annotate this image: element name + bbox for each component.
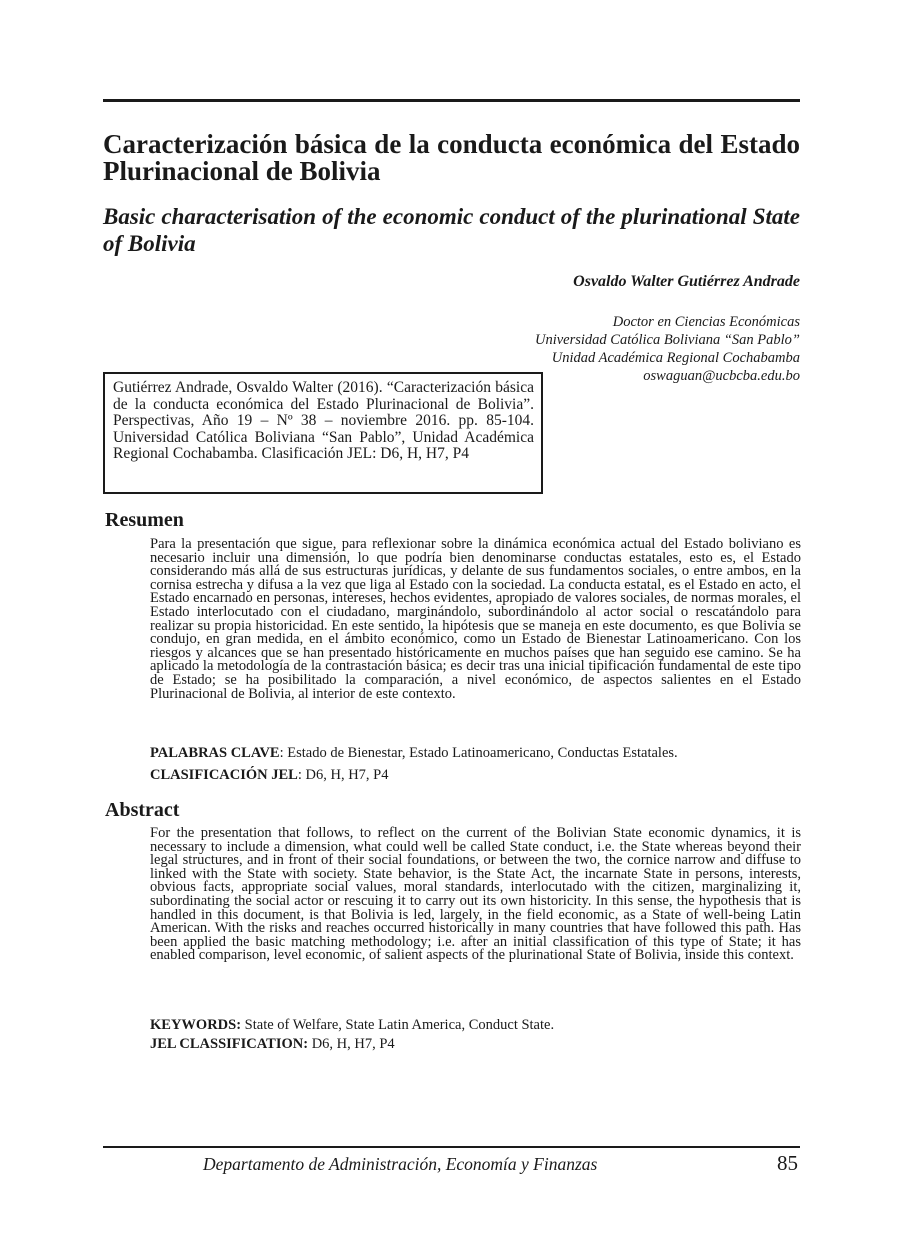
- resumen-keywords-label: PALABRAS CLAVE: [150, 745, 280, 761]
- top-rule: [103, 99, 800, 102]
- author-name: Osvaldo Walter Gutiérrez Andrade: [573, 273, 800, 290]
- abstract-paragraph: For the presentation that follows, to reflect on the current of the Bolivian State economic dynamics, it is necessary to include a dimension, what could well be called State conduct, i.e. the State whereas beyond their legal structures, and in front of their social foundations, or between the two, the cornice narrow and diffuse to linked with the State with society. State behavior, is the State Act, the incarnate State in persons, interests, obvious facts, appropriate social values, moral standards, interlocutado with the citizen, marginalizing it, subordinating the social actor or rescuing it to carry out its own historicity. In this sense, the hypothesis that is handled in this document, is that Bolivia is led, largely, in the field economic, as a State of well-being Latin American. With the risks and reaches occurred historically in many countries that have followed this path. Has been applied the basic matching methodology; i.e. after an initial classification of this type of State; it has enabled comparison, level economic, of salient aspects of the plurinational State of Bolivia, inside this context.: [150, 825, 801, 964]
- affiliation-degree: Doctor en Ciencias Económicas: [612, 314, 800, 330]
- abstract-jel: [150, 1036, 395, 1053]
- resumen-body: [150, 538, 801, 701]
- abstract-keywords-value: State of Welfare, State Latin America, Conduct State.: [241, 1017, 555, 1033]
- resumen-jel-value: : D6, H, H7, P4: [297, 767, 389, 783]
- abstract-body: [150, 827, 801, 963]
- title-english: Basic characterisation of the economic conduct of the plurinational State of Bolivia: [103, 204, 800, 256]
- resumen-jel: [150, 767, 389, 784]
- resumen-jel-label: CLASIFICACIÓN JEL: [150, 767, 298, 783]
- affiliation-university: Universidad Católica Boliviana “San Pablo”: [534, 332, 800, 348]
- resumen-heading: Resumen: [105, 509, 184, 531]
- author-affiliation: [535, 313, 800, 385]
- affiliation-email[interactable]: oswaguan@ucbcba.edu.bo: [643, 368, 800, 384]
- affiliation-unit: Unidad Académica Regional Cochabamba: [551, 350, 800, 366]
- footer-rule: [103, 1146, 800, 1148]
- abstract-jel-value: D6, H, H7, P4: [308, 1036, 395, 1052]
- page-number: 85: [777, 1151, 798, 1175]
- abstract-keywords-label: KEYWORDS:: [150, 1017, 242, 1033]
- resumen-keywords: [150, 745, 678, 762]
- abstract-heading: Abstract: [105, 799, 180, 821]
- resumen-keywords-value: : Estado de Bienestar, Estado Latinoamericano, Conductas Estatales.: [279, 745, 678, 761]
- footer-department: Departamento de Administración, Economía y Finanzas: [203, 1154, 598, 1174]
- resumen-paragraph: Para la presentación que sigue, para reflexionar sobre la dinámica económica actual del Estado boliviano es necesario incluir una dimensión, lo que podría bien denominarse conductas estatales, esto es, el Estado considerando más allá de sus estructuras jurídicas, y delante de sus fundamentos sociales, o entre ambos, en la cornisa estrecha y difusa a la vez que liga al Estado con la sociedad. La conducta estatal, es el Estado en acto, el Estado encarnado en personas, intereses, hechos evidentes, apropiado de valores sociales, de normas morales, el Estado interlocutado con el ciudadano, marginándolo, subordinándolo al actor social o rescatándolo para realizar su propia historicidad. En este sentido, la hipótesis que se maneja en este documento, es que Bolivia se condujo, en gran medida, en el ámbito económico, como un Estado de Bienestar Latinoamericano. Con los riesgos y alcances que se han presentado históricamente en muchos países que han seguido ese camino. Se ha aplicado la metodología de la contrastación básica; es decir tras una inicial tipificación fundamental de este tipo de Estado; se ha posibilitado la comparación, a nivel económico, de aspectos salientes en el Estado Plurinacional de Bolivia, al interior de este contexto.: [150, 536, 801, 702]
- abstract-keywords: [150, 1017, 554, 1034]
- title-spanish: Caracterización básica de la conducta económica del Estado Plurinacional de Bolivia: [103, 129, 800, 186]
- abstract-jel-label: JEL CLASSIFICATION:: [150, 1036, 309, 1052]
- citation-box: Gutiérrez Andrade, Osvaldo Walter (2016). “Caracterización básica de la conducta económica del Estado Plurinacional de Bolivia”. Perspectivas, Año 19 – Nº 38 – noviembre 2016. pp. 85-104. Universidad Católica Boliviana “San Pablo”, Unidad Académica Regional Cochabamba. Clasificación JEL: D6, H, H7, P4: [103, 372, 543, 494]
